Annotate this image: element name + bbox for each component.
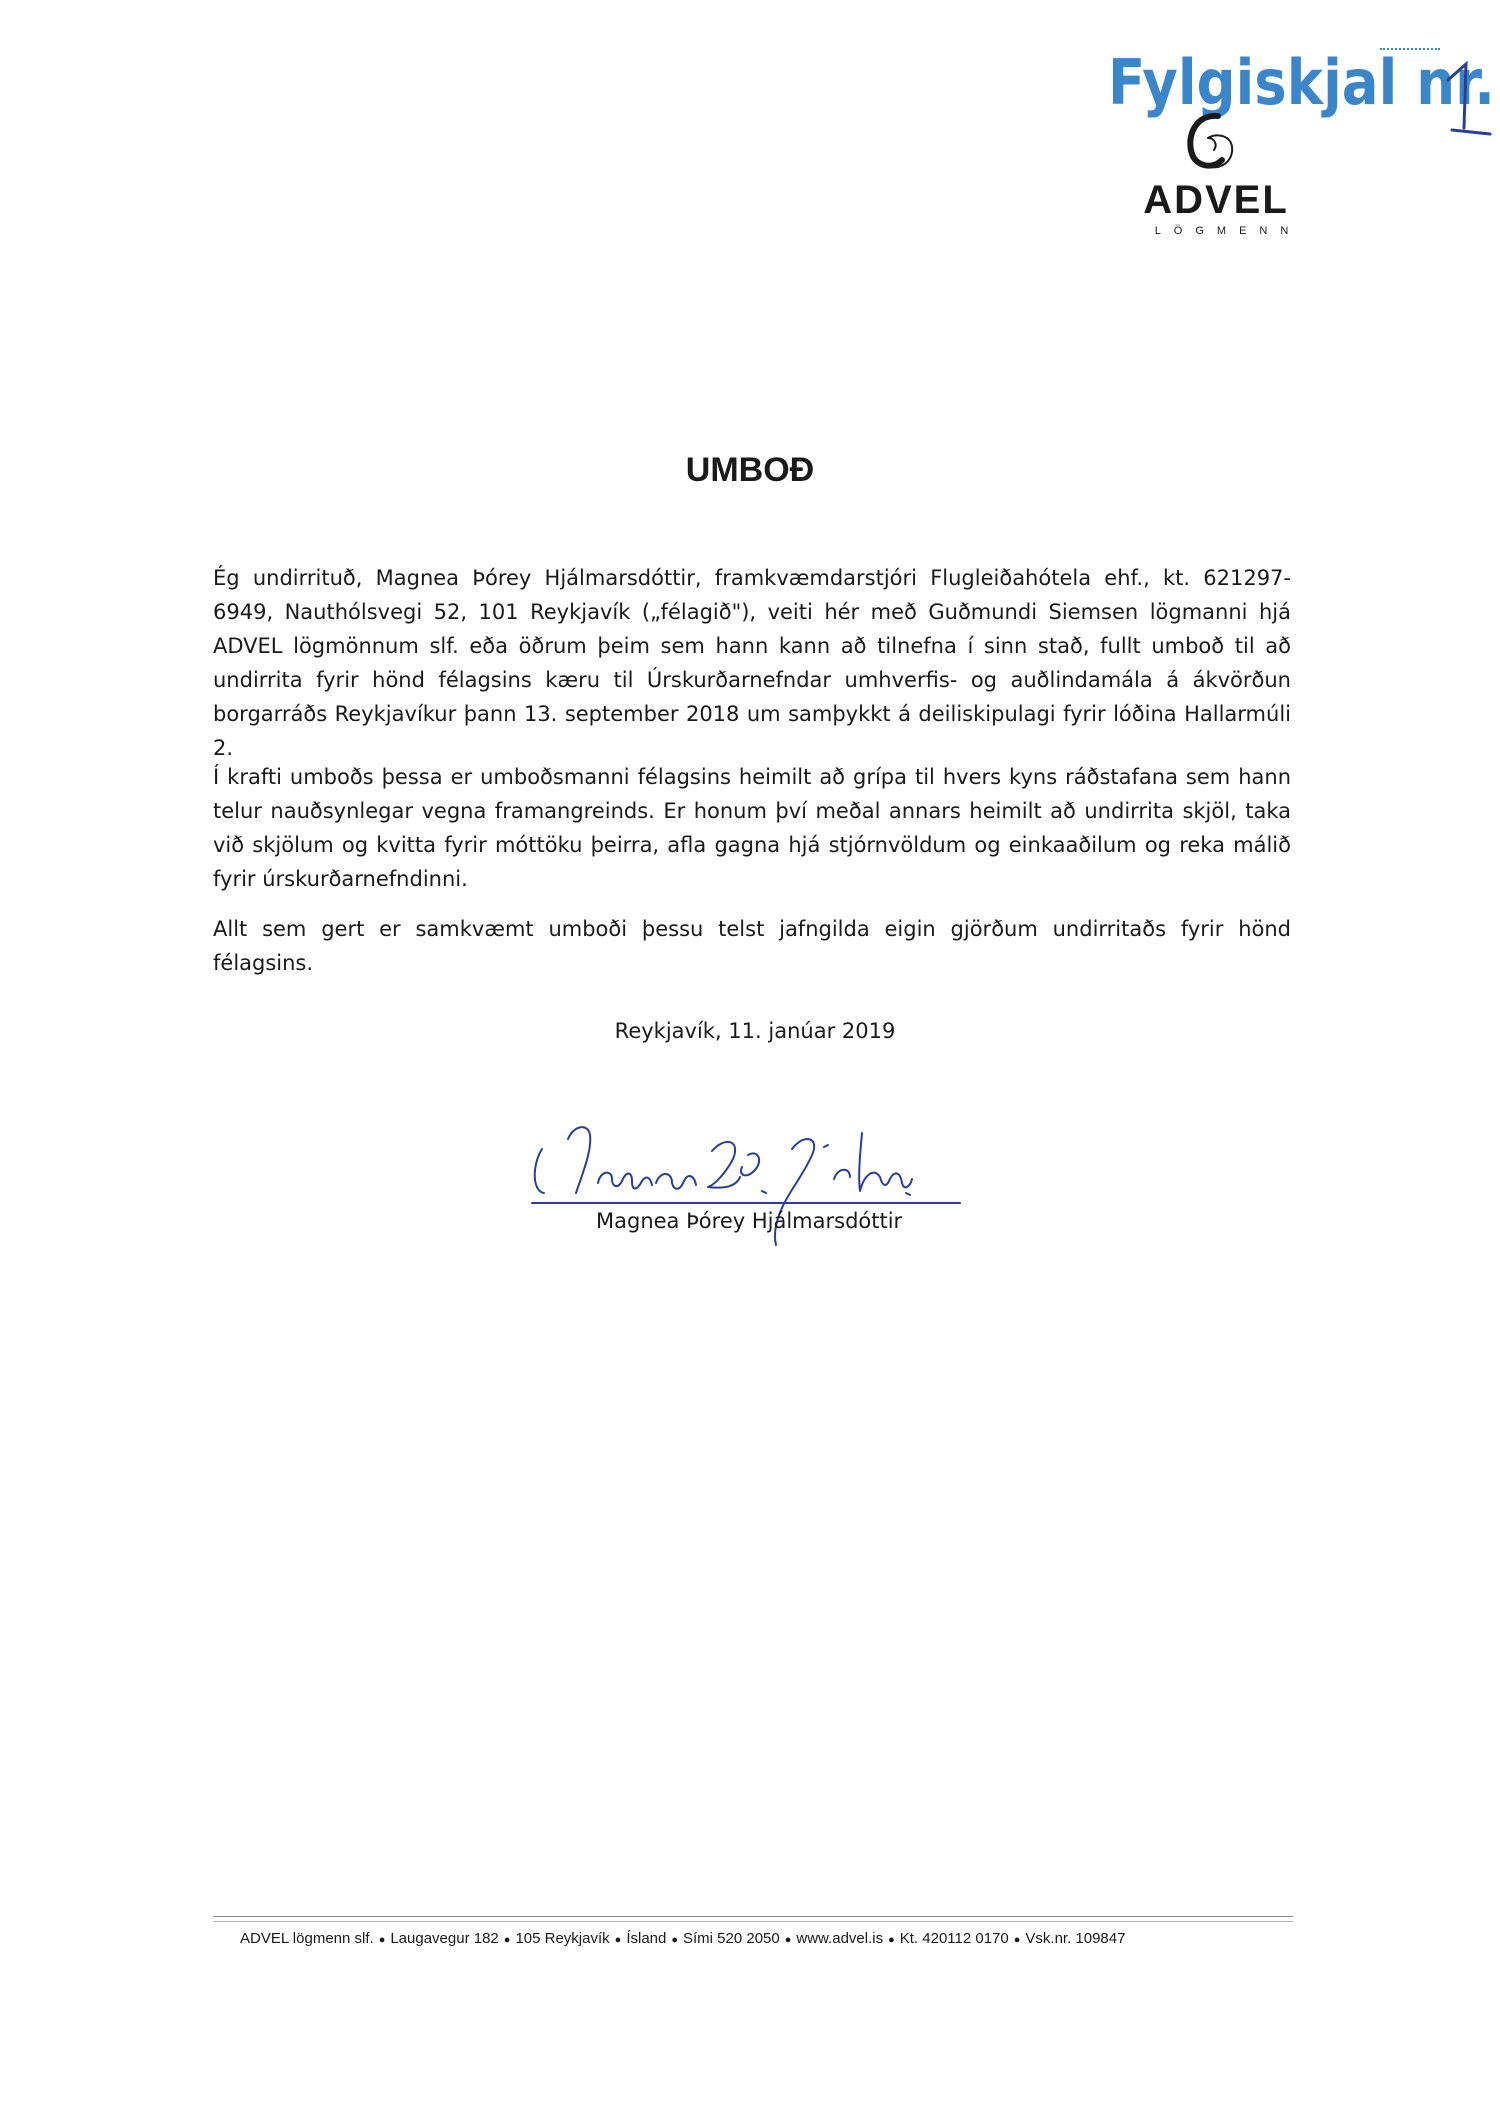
footer-vat-number: Vsk.nr. 109847 (1025, 1930, 1126, 1947)
footer-company: ADVEL lögmenn slf. (240, 1930, 374, 1947)
footer-country: Ísland (626, 1930, 667, 1947)
footer-phone: Sími 520 2050 (683, 1930, 780, 1947)
footer-divider-secondary (213, 1921, 1293, 1922)
handwritten-signature (528, 1105, 978, 1265)
footer-street: Laugavegur 182 (390, 1930, 499, 1947)
stamp-dots (1380, 48, 1440, 54)
signatory-name: Magnea Þórey Hjálmarsdóttir (596, 1209, 903, 1233)
paragraph-powers: Í krafti umboðs þessa er umboðsmanni félagsins heimilt að grípa til hvers kyns ráðstafana sem hann telur nauðsynlegar vegna framangreinds. Er honum því meðal annars heimilt að undirrita skjöl, taka við skjölum og kvitta fyrir móttöku þeirra, afla gagna hjá stjórnvöldum og einkaaðilum og reka málið fyrir úrskurðarnefndinni. (213, 765, 1291, 891)
footer-company-id: Kt. 420112 0170 (899, 1930, 1009, 1947)
paragraph-mandate: Ég undirrituð, Magnea Þórey Hjálmarsdóttir, framkvæmdarstjóri Flugleiðahótela ehf., kt. 621297-6949, Nauthólsvegi 52, 101 Reykjavík („félagið"), veiti hér með Guðmundi Siemsen lögmanni hjá ADVEL lögmönnum slf. eða öðrum þeim sem hann kann að tilnefna í sinn stað, fullt umboð til að undirrita fyrir hönd félagsins kæru til Úrskurðarnefndar umhverfis- og auðlindamála á ákvörðun borgarráðs Reykjavíkur þann 13. september 2018 um samþykkt á deiliskipulagi fyrir lóðina Hallarmúli 2. (213, 566, 1291, 760)
attachment-number (1444, 58, 1492, 144)
document-title: UMBOÐ (685, 451, 815, 489)
advel-logo-name: ADVEL (1143, 178, 1289, 222)
attachment-stamp: Fylgiskjal nr. (1108, 46, 1495, 119)
advel-logo-subtitle: LÖGMENN (1154, 225, 1302, 237)
footer-city: 105 Reykjavík (515, 1930, 610, 1947)
footer-contact-line: ADVEL lögmenn slf. ● Laugavegur 182 ● 105 Reykjavík ● Ísland ● Sími 520 2050 ● www.advel.is ● Kt. 420112 0170 ● Vsk.nr. 109847 (240, 1930, 1126, 1947)
advel-logo-icon (1178, 108, 1248, 178)
paragraph-validity: Allt sem gert er samkvæmt umboði þessu telst jafngilda eigin gjörðum undirritaðs fyrir hönd félagsins. (213, 917, 1291, 975)
footer-website: www.advel.is (796, 1930, 884, 1947)
place-and-date: Reykjavík, 11. janúar 2019 (614, 1019, 896, 1043)
footer-divider (213, 1916, 1293, 1917)
